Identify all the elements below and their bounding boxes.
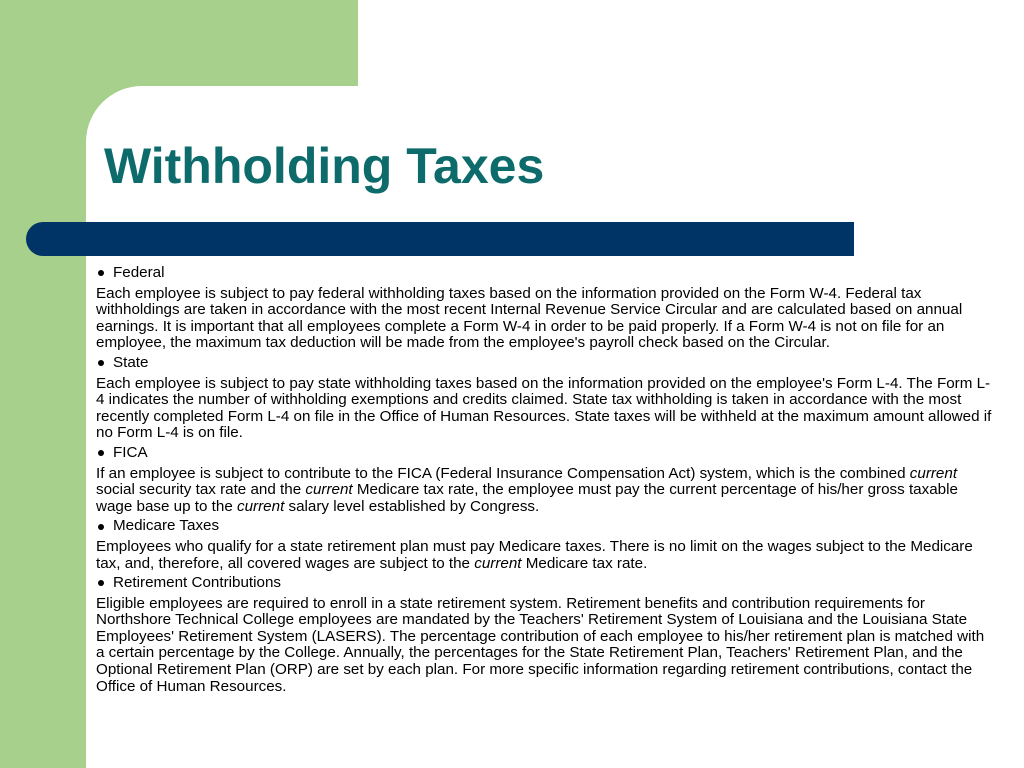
text-run: Medicare tax rate, the employee must pay the current percentage of his/her gross taxable wage base up to the	[96, 481, 958, 515]
section-heading-medicare	[96, 518, 996, 535]
emphasis-run: current	[305, 481, 353, 499]
text-run: salary level established by Congress.	[284, 497, 540, 515]
heading-label: FICA	[113, 443, 148, 461]
slide-body	[96, 265, 996, 695]
bullet-icon	[98, 524, 104, 530]
text-run: If an employee is subject to contribute to the FICA (Federal Insurance Compensation Act) system, which is the combined	[96, 464, 910, 482]
title-rule-bar	[26, 222, 854, 256]
paragraph-federal: Each employee is subject to pay federal withholding taxes based on the information provided on the Form W-4. Federal tax withholdings are taken in accordance with the most recent Internal Revenue Service Circular and are calculated based on annual earnings. It is important that all employees complete a Form W-4 in order to be paid properly. If a Form W-4 is not on file for an employee, the maximum tax deduction will be made from the employee's payroll check based on the Circular.	[96, 284, 963, 352]
bullet-icon	[98, 450, 104, 456]
bullet-icon	[98, 580, 104, 586]
heading-label: Medicare Taxes	[113, 517, 220, 535]
paragraph-medicare	[96, 539, 996, 572]
emphasis-run: current	[909, 464, 958, 482]
bullet-icon	[98, 270, 104, 276]
paragraph-state: Each employee is subject to pay state withholding taxes based on the information provided on the employee's Form L-4. The Form L-4 indicates the number of withholding exemptions and credits claimed. State tax withholding is taken in accordance with the most recently completed Form L-4 on file in the Office of Human Resources. State taxes will be withheld at the maximum amount allowed if no Form L-4 is on file.	[96, 374, 992, 442]
emphasis-run: current	[474, 554, 522, 572]
text-run: social security tax rate and the	[96, 481, 306, 499]
section-heading-fica	[96, 445, 996, 462]
heading-label: State	[113, 353, 149, 371]
paragraph-fica	[96, 466, 996, 516]
slide-title: Withholding Taxes	[104, 138, 545, 194]
section-heading-federal	[96, 265, 996, 282]
section-heading-retirement	[96, 575, 996, 592]
text-run: Employees who qualify for a state retirement plan must pay Medicare taxes. There is no limit on the wages subject to the Medicare tax, and, therefore, all covered wages are subject to the	[96, 537, 973, 572]
text-run: Medicare tax rate.	[521, 554, 648, 572]
paragraph-retirement: Eligible employees are required to enroll in a state retirement system. Retirement benefits and contribution requirements for Northshore Technical College employees are mandated by the Teachers' Retirement System of Louisiana and the Louisiana State Employees' Retirement System (LASERS). The percentage contribution of each employee to his/her retirement plan is matched with a certain percentage by the College. Annually, the percentages for the State Retirement Plan, Teachers' Retirement Plan, and the Optional Retirement Plan (ORP) are set by each plan. For more specific information regarding retirement contributions, contact the Office of Human Resources.	[96, 594, 985, 695]
emphasis-run: current	[237, 497, 285, 515]
bullet-icon	[98, 360, 104, 366]
section-heading-state	[96, 355, 996, 372]
heading-label: Retirement Contributions	[113, 574, 281, 592]
heading-label: Federal	[113, 264, 165, 281]
